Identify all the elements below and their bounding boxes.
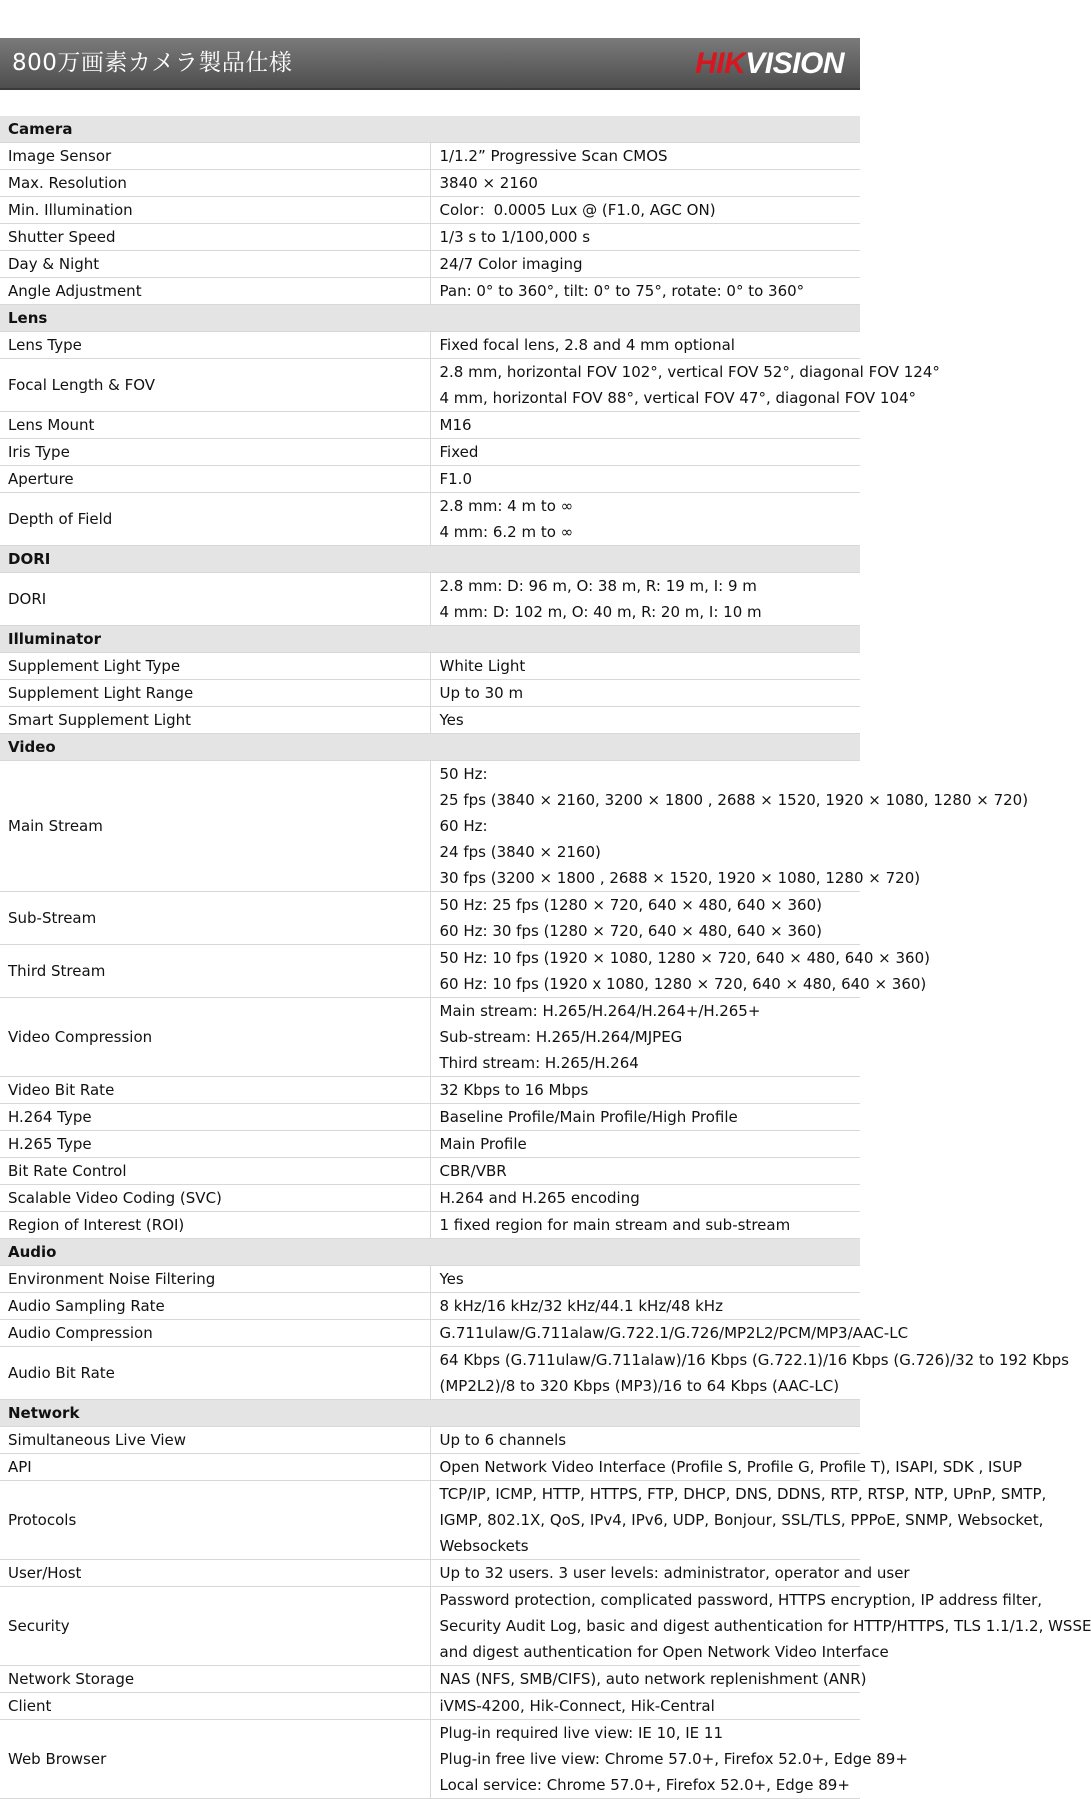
spec-row <box>0 1077 860 1104</box>
spec-value <box>430 1347 1069 1400</box>
spec-value <box>430 1693 860 1720</box>
spec-value-line: 60 Hz: 30 fps (1280 × 720, 640 × 480, 640 × 360) <box>439 922 822 940</box>
spec-value-line: 24/7 Color imaging <box>439 255 583 273</box>
section-title: Illuminator <box>0 626 860 653</box>
spec-row <box>0 1185 860 1212</box>
spec-value-line: 24 fps (3840 × 2160) <box>439 843 601 861</box>
spec-value-line: 50 Hz: 25 fps (1280 × 720, 640 × 480, 640 × 360) <box>439 896 822 914</box>
spec-label: Environment Noise Filtering <box>0 1266 430 1293</box>
spec-value <box>430 251 860 278</box>
spec-label: Supplement Light Type <box>0 653 430 680</box>
spec-value-line: White Light <box>439 657 526 675</box>
spec-row <box>0 680 860 707</box>
section-header-network <box>0 1400 860 1427</box>
section-title: Network <box>0 1400 860 1427</box>
spec-label: Angle Adjustment <box>0 278 430 305</box>
section-title: DORI <box>0 546 860 573</box>
spec-row <box>0 1347 860 1400</box>
spec-table-body <box>0 116 1091 1799</box>
spec-label: Network Storage <box>0 1666 430 1693</box>
section-title: Lens <box>0 305 860 332</box>
spec-value <box>430 439 860 466</box>
spec-value-line: Up to 6 channels <box>439 1431 567 1449</box>
spec-row <box>0 170 860 197</box>
spec-row <box>0 1104 860 1131</box>
spec-label: H.264 Type <box>0 1104 430 1131</box>
spec-value-line: M16 <box>439 416 472 434</box>
spec-value <box>430 1427 860 1454</box>
section-header-lens <box>0 305 860 332</box>
spec-row <box>0 998 860 1077</box>
spec-label: Bit Rate Control <box>0 1158 430 1185</box>
spec-label: DORI <box>0 573 430 626</box>
spec-label: Audio Sampling Rate <box>0 1293 430 1320</box>
spec-row <box>0 466 860 493</box>
spec-label: H.265 Type <box>0 1131 430 1158</box>
spec-row <box>0 359 860 412</box>
spec-row <box>0 1320 860 1347</box>
spec-label: Min. Illumination <box>0 197 430 224</box>
spec-row <box>0 439 860 466</box>
spec-row <box>0 143 860 170</box>
spec-row <box>0 1481 860 1560</box>
spec-value-line: 2.8 mm, horizontal FOV 102°, vertical FOV 52°, diagonal FOV 124° <box>439 363 940 381</box>
spec-value <box>430 1454 1022 1481</box>
spec-value-line: and digest authentication for Open Network Video Interface <box>439 1643 889 1661</box>
spec-value-line: TCP/IP, ICMP, HTTP, HTTPS, FTP, DHCP, DNS, DDNS, RTP, RTSP, NTP, UPnP, SMTP, <box>439 1485 1047 1503</box>
spec-value-line: 2.8 mm: 4 m to ∞ <box>439 497 574 515</box>
spec-value-line: Fixed focal lens, 2.8 and 4 mm optional <box>439 336 735 354</box>
spec-label: Protocols <box>0 1481 430 1560</box>
spec-label: API <box>0 1454 430 1481</box>
spec-value <box>430 707 860 734</box>
spec-value-line: Fixed <box>439 443 479 461</box>
spec-row <box>0 493 860 546</box>
spec-value <box>430 1293 860 1320</box>
spec-label: Third Stream <box>0 945 430 998</box>
section-header-camera <box>0 116 860 143</box>
spec-value <box>430 573 860 626</box>
page-title: 800万画素カメラ製品仕様 <box>12 50 293 76</box>
spec-value-line: Security Audit Log, basic and digest authentication for HTTP/HTTPS, TLS 1.1/1.2, WSSE <box>439 1617 1091 1635</box>
spec-value-line: 50 Hz: 10 fps (1920 × 1080, 1280 × 720, 640 × 480, 640 × 360) <box>439 949 930 967</box>
spec-label: Video Compression <box>0 998 430 1077</box>
spec-row <box>0 1131 860 1158</box>
spec-value-line: 30 fps (3200 × 1800 , 2688 × 1520, 1920 × 1080, 1280 × 720) <box>439 869 921 887</box>
spec-value <box>430 1077 860 1104</box>
spec-label: Simultaneous Live View <box>0 1427 430 1454</box>
spec-value <box>430 1560 910 1587</box>
spec-value-line: Up to 30 m <box>439 684 524 702</box>
spec-row <box>0 1212 860 1239</box>
spec-value <box>430 1185 860 1212</box>
spec-value <box>430 1104 860 1131</box>
spec-label: Aperture <box>0 466 430 493</box>
spec-row <box>0 412 860 439</box>
spec-label: Day & Night <box>0 251 430 278</box>
spec-value-line: 8 kHz/16 kHz/32 kHz/44.1 kHz/48 kHz <box>439 1297 723 1315</box>
spec-value-line: 60 Hz: <box>439 817 488 835</box>
spec-row <box>0 1587 860 1666</box>
section-header-video <box>0 734 860 761</box>
spec-label: Image Sensor <box>0 143 430 170</box>
spec-table <box>0 116 1091 1799</box>
spec-value <box>430 998 860 1077</box>
spec-value-line: 1/1.2” Progressive Scan CMOS <box>439 147 668 165</box>
spec-row <box>0 761 860 892</box>
spec-row <box>0 251 860 278</box>
spec-row <box>0 1693 860 1720</box>
spec-value-line: 32 Kbps to 16 Mbps <box>439 1081 589 1099</box>
spec-label: Depth of Field <box>0 493 430 546</box>
spec-value-line: Main Profile <box>439 1135 527 1153</box>
section-header-audio <box>0 1239 860 1266</box>
spec-label: Video Bit Rate <box>0 1077 430 1104</box>
spec-value-line: 4 mm, horizontal FOV 88°, vertical FOV 47°, diagonal FOV 104° <box>439 389 917 407</box>
section-header-dori <box>0 546 860 573</box>
spec-value-line: F1.0 <box>439 470 472 488</box>
spec-value-line: 4 mm: 6.2 m to ∞ <box>439 523 574 541</box>
spec-value <box>430 892 860 945</box>
spec-row <box>0 197 860 224</box>
spec-value-line: 25 fps (3840 × 2160, 3200 × 1800 , 2688 × 1520, 1920 × 1080, 1280 × 720) <box>439 791 1029 809</box>
spec-value <box>430 653 860 680</box>
spec-value-line: H.264 and H.265 encoding <box>439 1189 640 1207</box>
spec-row <box>0 653 860 680</box>
spec-value-line: Baseline Profile/Main Profile/High Profile <box>439 1108 738 1126</box>
spec-label: Lens Type <box>0 332 430 359</box>
spec-value <box>430 1481 1047 1560</box>
spec-value-line: Main stream: H.265/H.264/H.264+/H.265+ <box>439 1002 761 1020</box>
spec-row <box>0 945 860 998</box>
spec-value <box>430 1720 908 1799</box>
brand-logo-red: HIK <box>695 47 746 80</box>
brand-logo <box>695 47 844 81</box>
spec-row <box>0 1158 860 1185</box>
spec-label: Max. Resolution <box>0 170 430 197</box>
spec-label: Web Browser <box>0 1720 430 1799</box>
spec-value-line: (MP2L2)/8 to 320 Kbps (MP3)/16 to 64 Kbps (AAC-LC) <box>439 1377 840 1395</box>
spec-value-line: Up to 32 users. 3 user levels: administrator, operator and user <box>439 1564 910 1582</box>
spec-value-line: Plug-in required live view: IE 10, IE 11 <box>439 1724 724 1742</box>
spec-value <box>430 680 860 707</box>
spec-label: Scalable Video Coding (SVC) <box>0 1185 430 1212</box>
spec-value-line: 64 Kbps (G.711ulaw/G.711alaw)/16 Kbps (G.722.1)/16 Kbps (G.726)/32 to 192 Kbps <box>439 1351 1069 1369</box>
spec-value <box>430 197 860 224</box>
spec-label: Lens Mount <box>0 412 430 439</box>
spec-value-line: G.711ulaw/G.711alaw/G.722.1/G.726/MP2L2/PCM/MP3/AAC-LC <box>439 1324 909 1342</box>
spec-value-line: Password protection, complicated password, HTTPS encryption, IP address filter, <box>439 1591 1043 1609</box>
spec-value <box>430 1266 860 1293</box>
spec-label: Main Stream <box>0 761 430 892</box>
spec-value-line: Websockets <box>439 1537 529 1555</box>
section-header-illuminator <box>0 626 860 653</box>
spec-label: Region of Interest (ROI) <box>0 1212 430 1239</box>
spec-value-line: Plug-in free live view: Chrome 57.0+, Firefox 52.0+, Edge 89+ <box>439 1750 908 1768</box>
spec-label: Focal Length & FOV <box>0 359 430 412</box>
spec-value <box>430 466 860 493</box>
spec-label: Iris Type <box>0 439 430 466</box>
spec-label: Supplement Light Range <box>0 680 430 707</box>
spec-row <box>0 1720 860 1799</box>
brand-logo-white: VISION <box>745 47 844 80</box>
spec-label: Smart Supplement Light <box>0 707 430 734</box>
spec-value-line: IGMP, 802.1X, QoS, IPv4, IPv6, UDP, Bonjour, SSL/TLS, PPPoE, SNMP, Websocket, <box>439 1511 1044 1529</box>
spec-value-line: 60 Hz: 10 fps (1920 x 1080, 1280 × 720, 640 × 480, 640 × 360) <box>439 975 927 993</box>
spec-value <box>430 1666 867 1693</box>
spec-row <box>0 332 860 359</box>
spec-value <box>430 1158 860 1185</box>
spec-value-line: 50 Hz: <box>439 765 488 783</box>
spec-row <box>0 707 860 734</box>
spec-row <box>0 1293 860 1320</box>
spec-value <box>430 1587 1091 1666</box>
spec-value-line: Local service: Chrome 57.0+, Firefox 52.0+, Edge 89+ <box>439 1776 850 1794</box>
spec-value <box>430 143 860 170</box>
spec-label: Shutter Speed <box>0 224 430 251</box>
spec-row <box>0 1454 860 1481</box>
spec-value-line: Yes <box>439 1270 464 1288</box>
spec-label: Audio Bit Rate <box>0 1347 430 1400</box>
spec-label: User/Host <box>0 1560 430 1587</box>
spec-label: Security <box>0 1587 430 1666</box>
spec-value-line: NAS (NFS, SMB/CIFS), auto network replenishment (ANR) <box>439 1670 867 1688</box>
spec-value-line: 1/3 s to 1/100,000 s <box>439 228 591 246</box>
spec-value <box>430 359 940 412</box>
spec-value-line: 3840 × 2160 <box>439 174 538 192</box>
section-title: Video <box>0 734 860 761</box>
spec-row <box>0 1266 860 1293</box>
spec-value <box>430 1212 860 1239</box>
spec-row <box>0 892 860 945</box>
spec-value-line: Color：0.0005 Lux @ (F1.0, AGC ON) <box>439 201 716 219</box>
spec-value-line: Open Network Video Interface (Profile S, Profile G, Profile T), ISAPI, SDK , ISUP <box>439 1458 1022 1476</box>
spec-row <box>0 1560 860 1587</box>
spec-value <box>430 1320 909 1347</box>
spec-value-line: Sub-stream: H.265/H.264/MJPEG <box>439 1028 683 1046</box>
spec-value-line: 1 fixed region for main stream and sub-stream <box>439 1216 791 1234</box>
spec-value <box>430 412 860 439</box>
spec-value-line: 2.8 mm: D: 96 m, O: 38 m, R: 19 m, I: 9 m <box>439 577 757 595</box>
section-title: Camera <box>0 116 860 143</box>
spec-value <box>430 170 860 197</box>
spec-value-line: iVMS-4200, Hik-Connect, Hik-Central <box>439 1697 715 1715</box>
page-header <box>0 38 860 90</box>
spec-label: Sub-Stream <box>0 892 430 945</box>
spec-value <box>430 224 860 251</box>
spec-row <box>0 278 860 305</box>
spec-value <box>430 493 860 546</box>
spec-value-line: Yes <box>439 711 464 729</box>
spec-row <box>0 224 860 251</box>
spec-row <box>0 1427 860 1454</box>
spec-value <box>430 761 1029 892</box>
spec-value <box>430 278 860 305</box>
spec-row <box>0 1666 860 1693</box>
spec-value-line: 4 mm: D: 102 m, O: 40 m, R: 20 m, I: 10 m <box>439 603 762 621</box>
spec-row <box>0 573 860 626</box>
spec-value-line: CBR/VBR <box>439 1162 507 1180</box>
spec-value <box>430 332 860 359</box>
spec-label: Audio Compression <box>0 1320 430 1347</box>
spec-value-line: Pan: 0° to 360°, tilt: 0° to 75°, rotate: 0° to 360° <box>439 282 805 300</box>
spec-label: Client <box>0 1693 430 1720</box>
spec-value-line: Third stream: H.265/H.264 <box>439 1054 639 1072</box>
spec-value <box>430 945 930 998</box>
spec-value <box>430 1131 860 1158</box>
section-title: Audio <box>0 1239 860 1266</box>
